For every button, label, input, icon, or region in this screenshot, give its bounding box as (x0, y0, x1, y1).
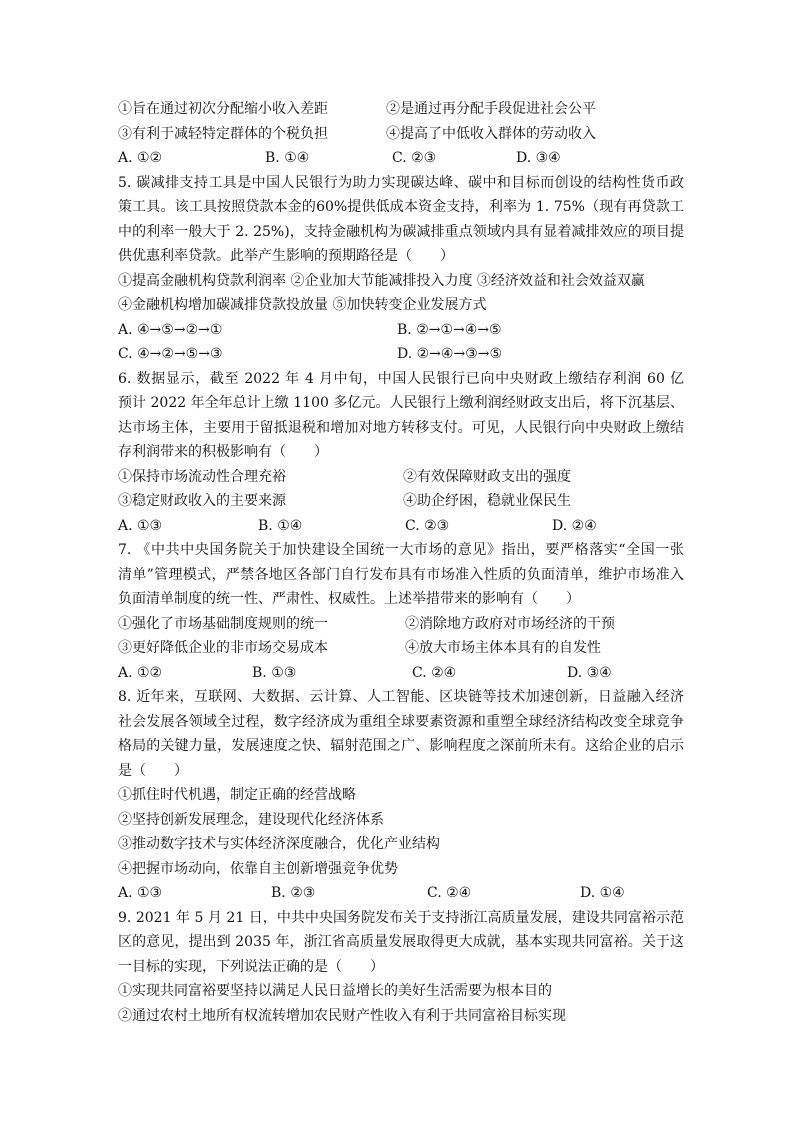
q5-options (118, 342, 684, 367)
q7-statement-row (118, 612, 684, 637)
q6-stem-line: 6. 数据显示，截至 2022 年 4 月中旬，中国人民银行已向中央财政上缴结存利润 60 亿 (118, 370, 684, 387)
q9-stem-line: 9. 2021 年 5 月 21 日，中共中央国务院发布关于支持浙江高质量发展，建设共同富裕示范 (118, 909, 684, 926)
q8-statement-3: ③推动数字技术与实体经济深度融合，优化产业结构 (118, 836, 440, 852)
q6-option-c[interactable]: C. ②③ (405, 517, 450, 534)
q6-option-b[interactable]: B. ①④ (258, 517, 303, 534)
q7-statement-1: ①强化了市场基础制度规则的统一 (118, 615, 328, 632)
q8-stem-line: 是（ ） (118, 762, 188, 779)
q4-statement-3: ③有利于减轻特定群体的个税负担 (118, 125, 328, 142)
q8-statement-2: ②坚持创新发展理念，建设现代化经济体系 (118, 811, 384, 828)
q7-option-b[interactable]: B. ①③ (252, 664, 297, 681)
q4-options (118, 146, 684, 171)
q4-statement-2: ②是通过再分配手段促进社会公平 (386, 101, 596, 117)
q9-statement-1: ①实现共同富裕要坚持以满足人民日益增长的美好生活需要为根本目的 (118, 983, 552, 999)
q5-statement-row: ④金融机构增加碳减排贷款投放量 ⑤加快转变企业发展方式 (118, 297, 487, 313)
q5-statement-row: ①提高金融机构贷款利润率 ②企业加大节能减排投入力度 ③经济效益和社会效益双赢 (118, 272, 645, 289)
q7-option-a[interactable]: A. ①② (118, 664, 163, 681)
q5-stem-line: 策工具。该工具按照贷款本金的60%提供低成本资金支持，利率为 1. 75%（现有再贷款工 (118, 199, 684, 215)
q7-statement-4: ④放大市场主体本具有的自发性 (405, 640, 601, 656)
q7-statement-3: ③更好降低企业的非市场交易成本 (118, 640, 328, 656)
q4-statement-1: ①旨在通过初次分配缩小收入差距 (118, 101, 328, 117)
q5-option-a[interactable]: A. ④→⑤→②→① (118, 321, 223, 338)
q5-stem-line: 5. 碳减排支持工具是中国人民银行为助力实现碳达峰、碳中和目标而创设的结构性货币政 (118, 174, 684, 191)
q5-option-c[interactable]: C. ④→②→⑤→③ (118, 346, 223, 362)
q7-statement-row (118, 636, 684, 661)
q6-stem-line: 存利润带来的积极影响有（ ） (118, 444, 328, 460)
q7-option-d[interactable]: D. ③④ (567, 664, 612, 681)
q6-statement-3: ③稳定财政收入的主要来源 (118, 493, 286, 509)
q7-stem-line: 负面清单制度的统一性、严肃性、权威性。上述举措带来的影响有（ ） (118, 591, 580, 607)
q8-statement-4: ④把握市场动向，依靠自主创新增强竞争优势 (118, 860, 398, 877)
q6-option-a[interactable]: A. ①③ (118, 517, 163, 534)
q9-stem-line: 一目标的实现，下列说法正确的是（ ） (118, 958, 384, 975)
q8-option-a[interactable]: A. ①③ (118, 885, 163, 901)
q5-option-b[interactable]: B. ②→①→④→⑤ (397, 321, 502, 338)
q7-option-c[interactable]: C. ②④ (412, 664, 457, 681)
q9-stem-line: 区的意见，提出到 2035 年，浙江省高质量发展取得更大成就，基本实现共同富裕。关于这 (118, 934, 684, 950)
q4-option-d[interactable]: D. ③④ (516, 150, 561, 166)
q6-statement-4: ④助企纾困，稳就业保民生 (403, 493, 571, 509)
q7-stem-line: 清单”管理模式，严禁各地区各部门自行发布具有市场准入性质的负面清单，维护市场准入 (118, 566, 684, 583)
q5-stem-line: 供优惠利率贷款。此举产生影响的预期路径是（ ） (118, 248, 454, 264)
q6-statement-row (118, 465, 684, 490)
q4-option-c[interactable]: C. ②③ (392, 150, 437, 166)
q6-stem-line: 达市场主体，主要用于留抵退税和增加对地方转移支付。可见，人民银行向中央财政上缴结 (118, 419, 684, 436)
q8-stem-line: 8. 近年来，互联网、大数据、云计算、人工智能、区块链等技术加速创新，日益融入经济 (118, 689, 684, 705)
q5-options (118, 318, 684, 343)
q8-option-b[interactable]: B. ②③ (271, 885, 316, 901)
q7-options (118, 661, 684, 686)
q8-option-c[interactable]: C. ②④ (427, 885, 472, 901)
q8-stem-line: 社会发展各领域全过程，数字经济成为重组全球要素资源和重塑全球经济结构改变全球竞争 (118, 713, 684, 730)
q8-options (118, 881, 684, 906)
exam-page (118, 97, 684, 1028)
q7-statement-2: ②消除地方政府对市场经济的干预 (405, 615, 615, 632)
q4-statement-row (118, 122, 684, 147)
q6-statement-2: ②有效保障财政支出的强度 (403, 468, 571, 485)
q8-stem-line: 格局的关键力量，发展速度之快、辐射范围之广、影响程度之深前所未有。这给企业的启示 (118, 738, 684, 754)
q7-stem-line: 7. 《中共中央国务院关于加快建设全国统一大市场的意见》指出，要严格落实“全国一张 (118, 542, 684, 558)
q6-options (118, 514, 684, 539)
q6-statement-row (118, 489, 684, 514)
q8-option-d[interactable]: D. ①④ (580, 885, 625, 901)
q4-statement-4: ④提高了中低收入群体的劳动收入 (386, 125, 596, 142)
q6-statement-1: ①保持市场流动性合理充裕 (118, 468, 286, 485)
q5-option-d[interactable]: D. ②→④→③→⑤ (397, 346, 503, 362)
q6-option-d[interactable]: D. ②④ (552, 517, 597, 534)
q9-statement-2: ②通过农村土地所有权流转增加农民财产性收入有利于共同富裕目标实现 (118, 1007, 566, 1024)
q5-stem-line: 中的利率一般大于 2. 25%)，支持金融机构为碳减排重点领域内具有显着减排效应的项目提 (118, 223, 684, 240)
q4-option-a[interactable]: A. ①② (118, 150, 163, 166)
q8-statement-1: ①抓住时代机遇，制定正确的经营战略 (118, 787, 356, 803)
q4-option-b[interactable]: B. ①④ (265, 150, 310, 166)
q6-stem-line: 预计 2022 年全年总计上缴 1100 多亿元。人民银行上缴利润经财政支出后，将下沉基层、 (118, 395, 684, 411)
q4-statement-row (118, 97, 684, 122)
